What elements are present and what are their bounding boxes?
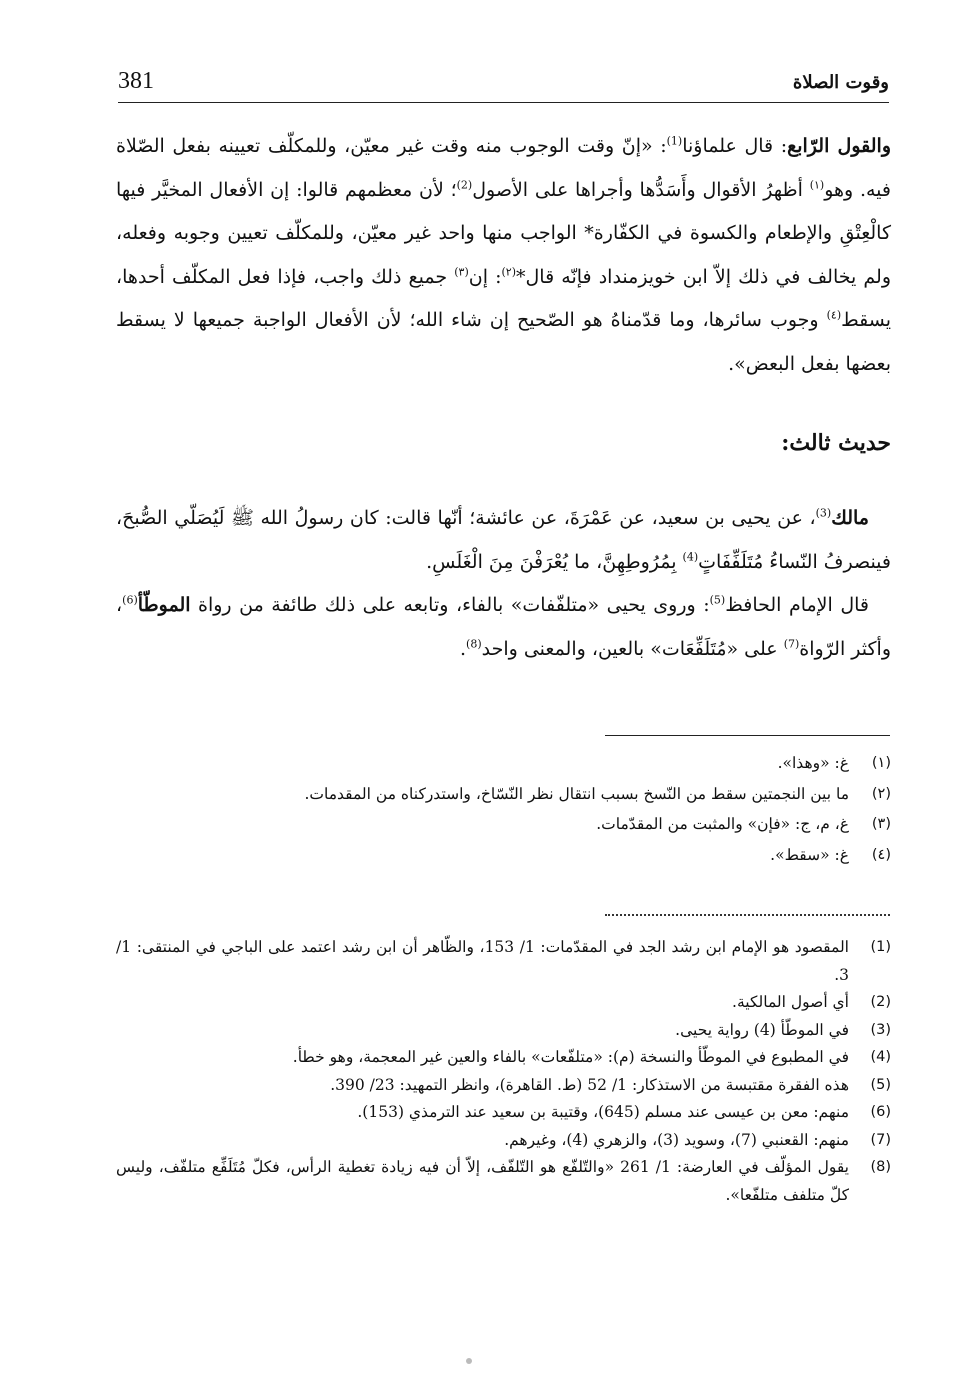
footnote-ref: (5): [709, 593, 726, 607]
list-item: (١) غ: «وهذا».: [777, 754, 891, 772]
footnote-ref: (6): [122, 593, 138, 607]
scan-speck: [466, 1358, 472, 1364]
paragraph-fourth-opinion: والقول الرّابع: قال علماؤنا$^{(1)}$: «إنّ وقت الوجوب منه وقت غير معيّن، وللمكلّف تعيينه بفعل الصّلاة فيه. وهو$^{(١)}$ أظهرُ الأقوال وأَسَدُّها وأجراها على الأصول$^{(2)}$؛ لأن معظمهم قالوا: إن الأفعال المخيَّر فيها كالْعِتْقِ والإطعام والكسوة في الكفّارة* الواجب منها واحد غير معيّن، وللمكلّف تعيين وجوبه وفعله، ولم يخالف في ذلك إلاّ ابن خويزمنداد فإنّه قال*$^{(٢)}$: إن$^{(٣)}$ جميع ذلك واجب، فإذا فعل المكلّف أحدها، يسقط$^{(٤)}$ وجوب سائرها، وما قدّمناهُ هو الصّحيح إن شاء الله؛ لأن الأفعال الواجبة جميعها لا يسقط بعضها بفعل البعض».: [116, 134, 892, 375]
paragraph-lead: والقول الرّابع: [787, 135, 891, 157]
list-item: (٤) غ: «سقط».: [770, 845, 891, 864]
footnote-ref: (7): [783, 637, 800, 651]
footnote-dotted-separator: [605, 914, 890, 916]
list-item: (٣) غ، م، ج: «فإن» والمثبت من المقدّمات.: [596, 815, 891, 833]
footnote-ref: (3): [815, 506, 832, 520]
list-item: (4) في المطبوع في الموطّأ والنسخة (م): «متلفّعات» بالفاء والعين غير المعجمة، وهو خطأ.: [292, 1048, 891, 1066]
list-item: (8) يقول المؤلّف في العارضة: 1/ 261 «والتّلفّع هو التّلفّف، إلاّ أن فيه زيادة تغطية الرأس، فكلّ مُتَلَفِّع متلفّف، وليس كلّ متلفف متلفّعا».: [116, 1158, 891, 1204]
section-heading: حديث ثالث:: [781, 430, 891, 456]
footnote-ref: (٢): [501, 265, 516, 279]
list-item: (2) أي أصول المالكية.: [732, 993, 891, 1011]
list-item: (3) في الموطّأ (4) رواية يحيى.: [675, 1020, 891, 1039]
paragraph-hadith: مالك$^{(3)}$، عن يحيى بن سعيد، عن عَمْرَةَ، عن عائشة؛ أنّها قالت: كان رسولُ الله ﷺ لَيُصَلّي الصُّبحَ، فينصرفُ النّساءُ مُتَلَفِّفَاتٍ$^{(4)}$ بِمُرُوطِهِنَّ، ما يُعْرَفْنَ مِنَ الْغَلَسِ. قال الإمام الحافظ$^{(5)}$: وروى يحيى «متلفّفات» بالفاء، وتابعه على ذلك طائفة من رواة الموطّأ$^{(6)}$، وأكثر الرّواة$^{(7)}$ على «مُتَلَفِّعَات» بالعين، والمعنى واحد$^{(8)}$.: [116, 506, 891, 660]
list-item: (٢) ما بين النجمتين سقط من النّسخ بسبب انتقال نظر النّسّاخ، واستدركناه من المقدمات.: [304, 784, 891, 803]
list-item: (5) هذه الفقرة مقتبسة من الاستذكار: 1/ 52 (ط. القاهرة)، وانظر التمهيد: 23/ 390.: [330, 1075, 891, 1094]
list-item: (1) المقصود هو الإمام ابن رشد الجد في المقدّمات: 1/ 153، والظّاهر أن ابن رشد اعتمد على الباجي في المنتقى: 1/ 3.: [116, 938, 891, 984]
list-item: (6) منهم: معن بن عيسى عند مسلم (645)، وقتيبة بن سعيد عند الترمذي (153).: [357, 1103, 891, 1121]
footnote-ref: (١): [809, 178, 825, 192]
footnote-ref: (1): [666, 134, 683, 148]
page-number: 381: [118, 68, 154, 94]
footnote-separator: [605, 735, 890, 736]
running-title: وقوت الصلاة: [792, 72, 889, 93]
list-item: (7) منهم: القعنبي (7)، وسويد (3)، والزهري (4)، وغيرهم.: [504, 1130, 891, 1149]
footnote-ref: (٣): [454, 265, 469, 279]
variant-notes-list: [116, 748, 891, 870]
footnote-ref: (4): [682, 550, 699, 564]
source-notes-list: [116, 934, 891, 1209]
footnote-ref: (٤): [826, 308, 842, 322]
footnote-ref: (2): [456, 178, 473, 192]
page-header: [118, 62, 889, 103]
footnote-ref: (8): [466, 637, 482, 651]
paragraph-lead: مالك: [831, 507, 869, 529]
